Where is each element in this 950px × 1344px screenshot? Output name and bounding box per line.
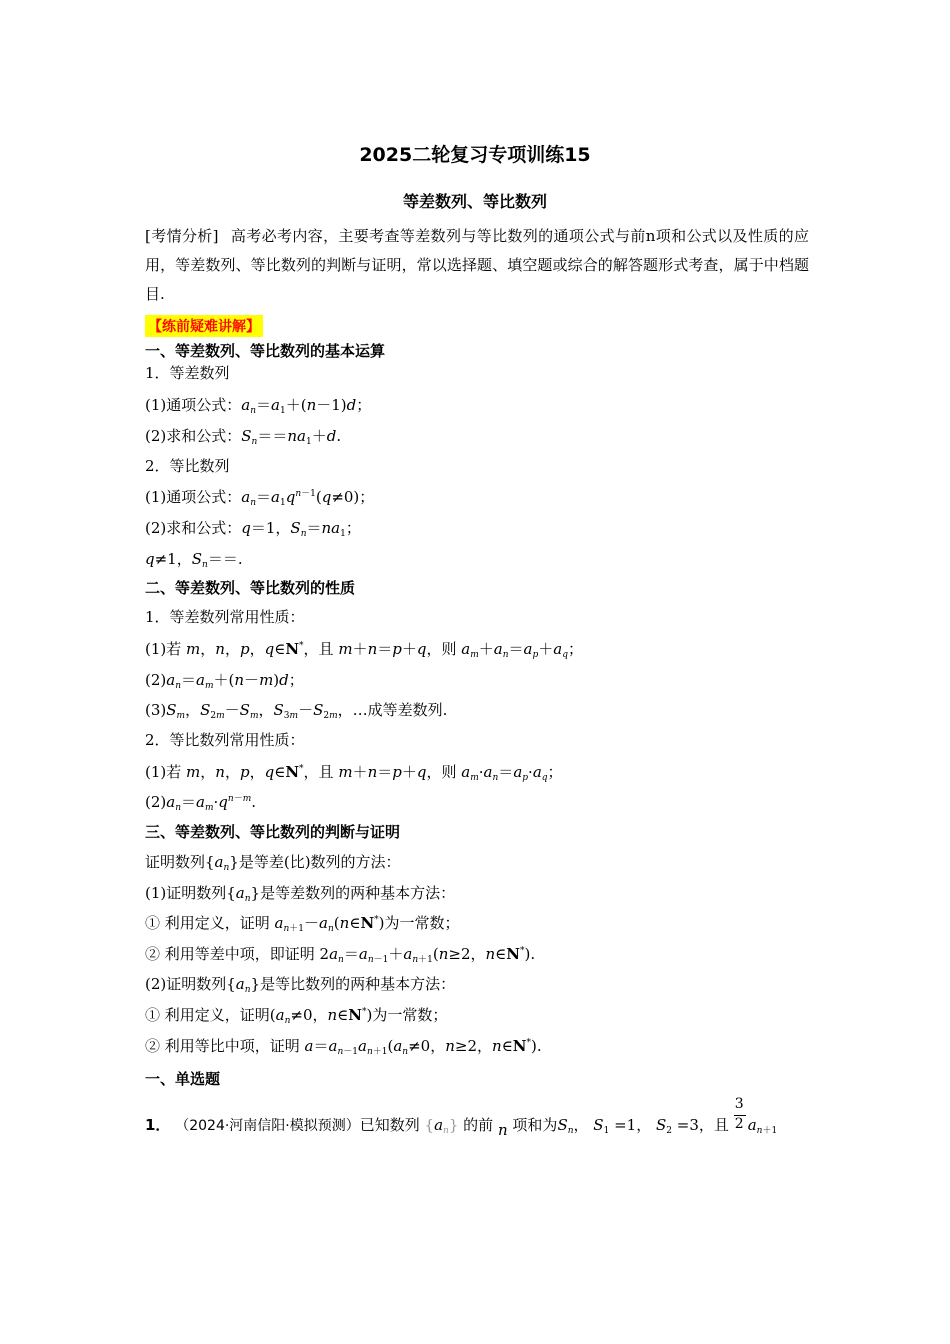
question-source: （2024·河南信阳·模拟预测） bbox=[175, 1118, 360, 1134]
arithmetic-property-1: (1)若 m，n，p，q∈N*，且 m＋n＝p＋q，则 $a_m+a_n=a_p+a_q$； bbox=[145, 640, 584, 660]
geometric-property-2: $(2)a_n=a_m\cdot q^{n-m}$. bbox=[145, 793, 257, 813]
section-heading-basic-operations: 一、等差数列、等比数列的基本运算 bbox=[145, 342, 386, 360]
page-title: 2025二轮复习专项训练15 bbox=[359, 144, 591, 166]
page-subtitle: 等差数列、等比数列 bbox=[402, 192, 547, 211]
formula-arithmetic-general-term: (1)通项公式：$a_n=a_1+(n-1)d$； bbox=[145, 396, 372, 416]
question-1: 1． （2024·河南信阳·模拟预测）已知数列 $\{a_n\}$ 的前 n 项和为$S_n$， $S_1 =1$， $S_2 =3$，且 $\frac{3}{2}$ $a_{n+1}$ bbox=[145, 1096, 778, 1139]
geometric-property-1: (1)若 m，n，p，q∈N*，且 m＋n＝p＋q，则 $a_m\cdot a_n=a_p\cdot a_q$； bbox=[145, 763, 563, 783]
subheading-arithmetic-properties: 1．等差数列常用性质： bbox=[145, 608, 305, 626]
proof-arithmetic-method-2: ② 利用等差中项，即证明 $2a_n=a_{n-1}+a_{n+1}(n\ge 2$，n∈N*). bbox=[145, 945, 536, 965]
question-number: 1． bbox=[145, 1116, 171, 1134]
section-heading-properties: 二、等差数列、等比数列的性质 bbox=[145, 579, 356, 597]
formula-geometric-sum-q1: (2)求和公式：q＝1，$S_n=na_1$； bbox=[145, 519, 361, 539]
formula-geometric-general-term: (1)通项公式：$a_n=a_1q^{n-1}(q\ne 0)$； bbox=[145, 488, 375, 508]
section-tag: 【练前疑难讲解】 bbox=[145, 315, 263, 337]
exam-analysis-text: 高考必考内容，主要考查等差数列与等比数列的通项公式与前n项和公式以及性质的应用，等差数列、等比数列的判断与证明，常以选择题、填空题或综合的解答题形式考查，属于中档题目. bbox=[145, 227, 809, 303]
formula-geometric-sum-qne1: q≠1，$S_n==$. bbox=[145, 550, 243, 570]
exam-analysis-label: [考情分析] bbox=[145, 227, 219, 245]
sequence-symbol: $\{a_n\}$ bbox=[424, 1116, 459, 1136]
proof-arithmetic-heading: (1)证明数列$\{a_n\}$是等差数列的两种基本方法： bbox=[145, 884, 456, 904]
fraction-three-halves: $\frac{3}{2}$ bbox=[734, 1104, 748, 1134]
exam-analysis-paragraph bbox=[145, 222, 809, 309]
proof-arithmetic-method-1: ① 利用定义，证明 $a_{n+1}-a_n(n\in N^*)$为一常数； bbox=[145, 914, 460, 934]
proof-geometric-method-2: ② 利用等比中项，证明 $a=a_{n-1}a_{n+1}(a_n\ne 0$，n≥2，n∈N*). bbox=[145, 1037, 542, 1057]
subheading-arithmetic: 1．等差数列 bbox=[145, 364, 230, 382]
proof-geometric-method-1: ① 利用定义，证明($a_n\ne 0$，n∈N*)为一常数； bbox=[145, 1006, 448, 1026]
formula-arithmetic-sum: (2)求和公式：$S_n==na_1+d$. bbox=[145, 427, 342, 447]
subheading-geometric: 2．等比数列 bbox=[145, 457, 230, 475]
arithmetic-property-3: $(3)S_m$，$S_{2m}-S_m$，$S_{3m}-S_{2m}$，…成等差数列. bbox=[145, 701, 448, 721]
mcq-section-heading: 一、单选题 bbox=[145, 1070, 221, 1088]
proof-intro: 证明数列$\{a_n\}$是等差(比)数列的方法： bbox=[145, 853, 401, 873]
subheading-geometric-properties: 2．等比数列常用性质： bbox=[145, 731, 305, 749]
arithmetic-property-2: $(2)a_n=a_m+(n-m)d$； bbox=[145, 671, 304, 691]
proof-geometric-heading: (2)证明数列$\{a_n\}$是等比数列的两种基本方法： bbox=[145, 975, 456, 995]
section-heading-proof: 三、等差数列、等比数列的判断与证明 bbox=[145, 823, 401, 841]
